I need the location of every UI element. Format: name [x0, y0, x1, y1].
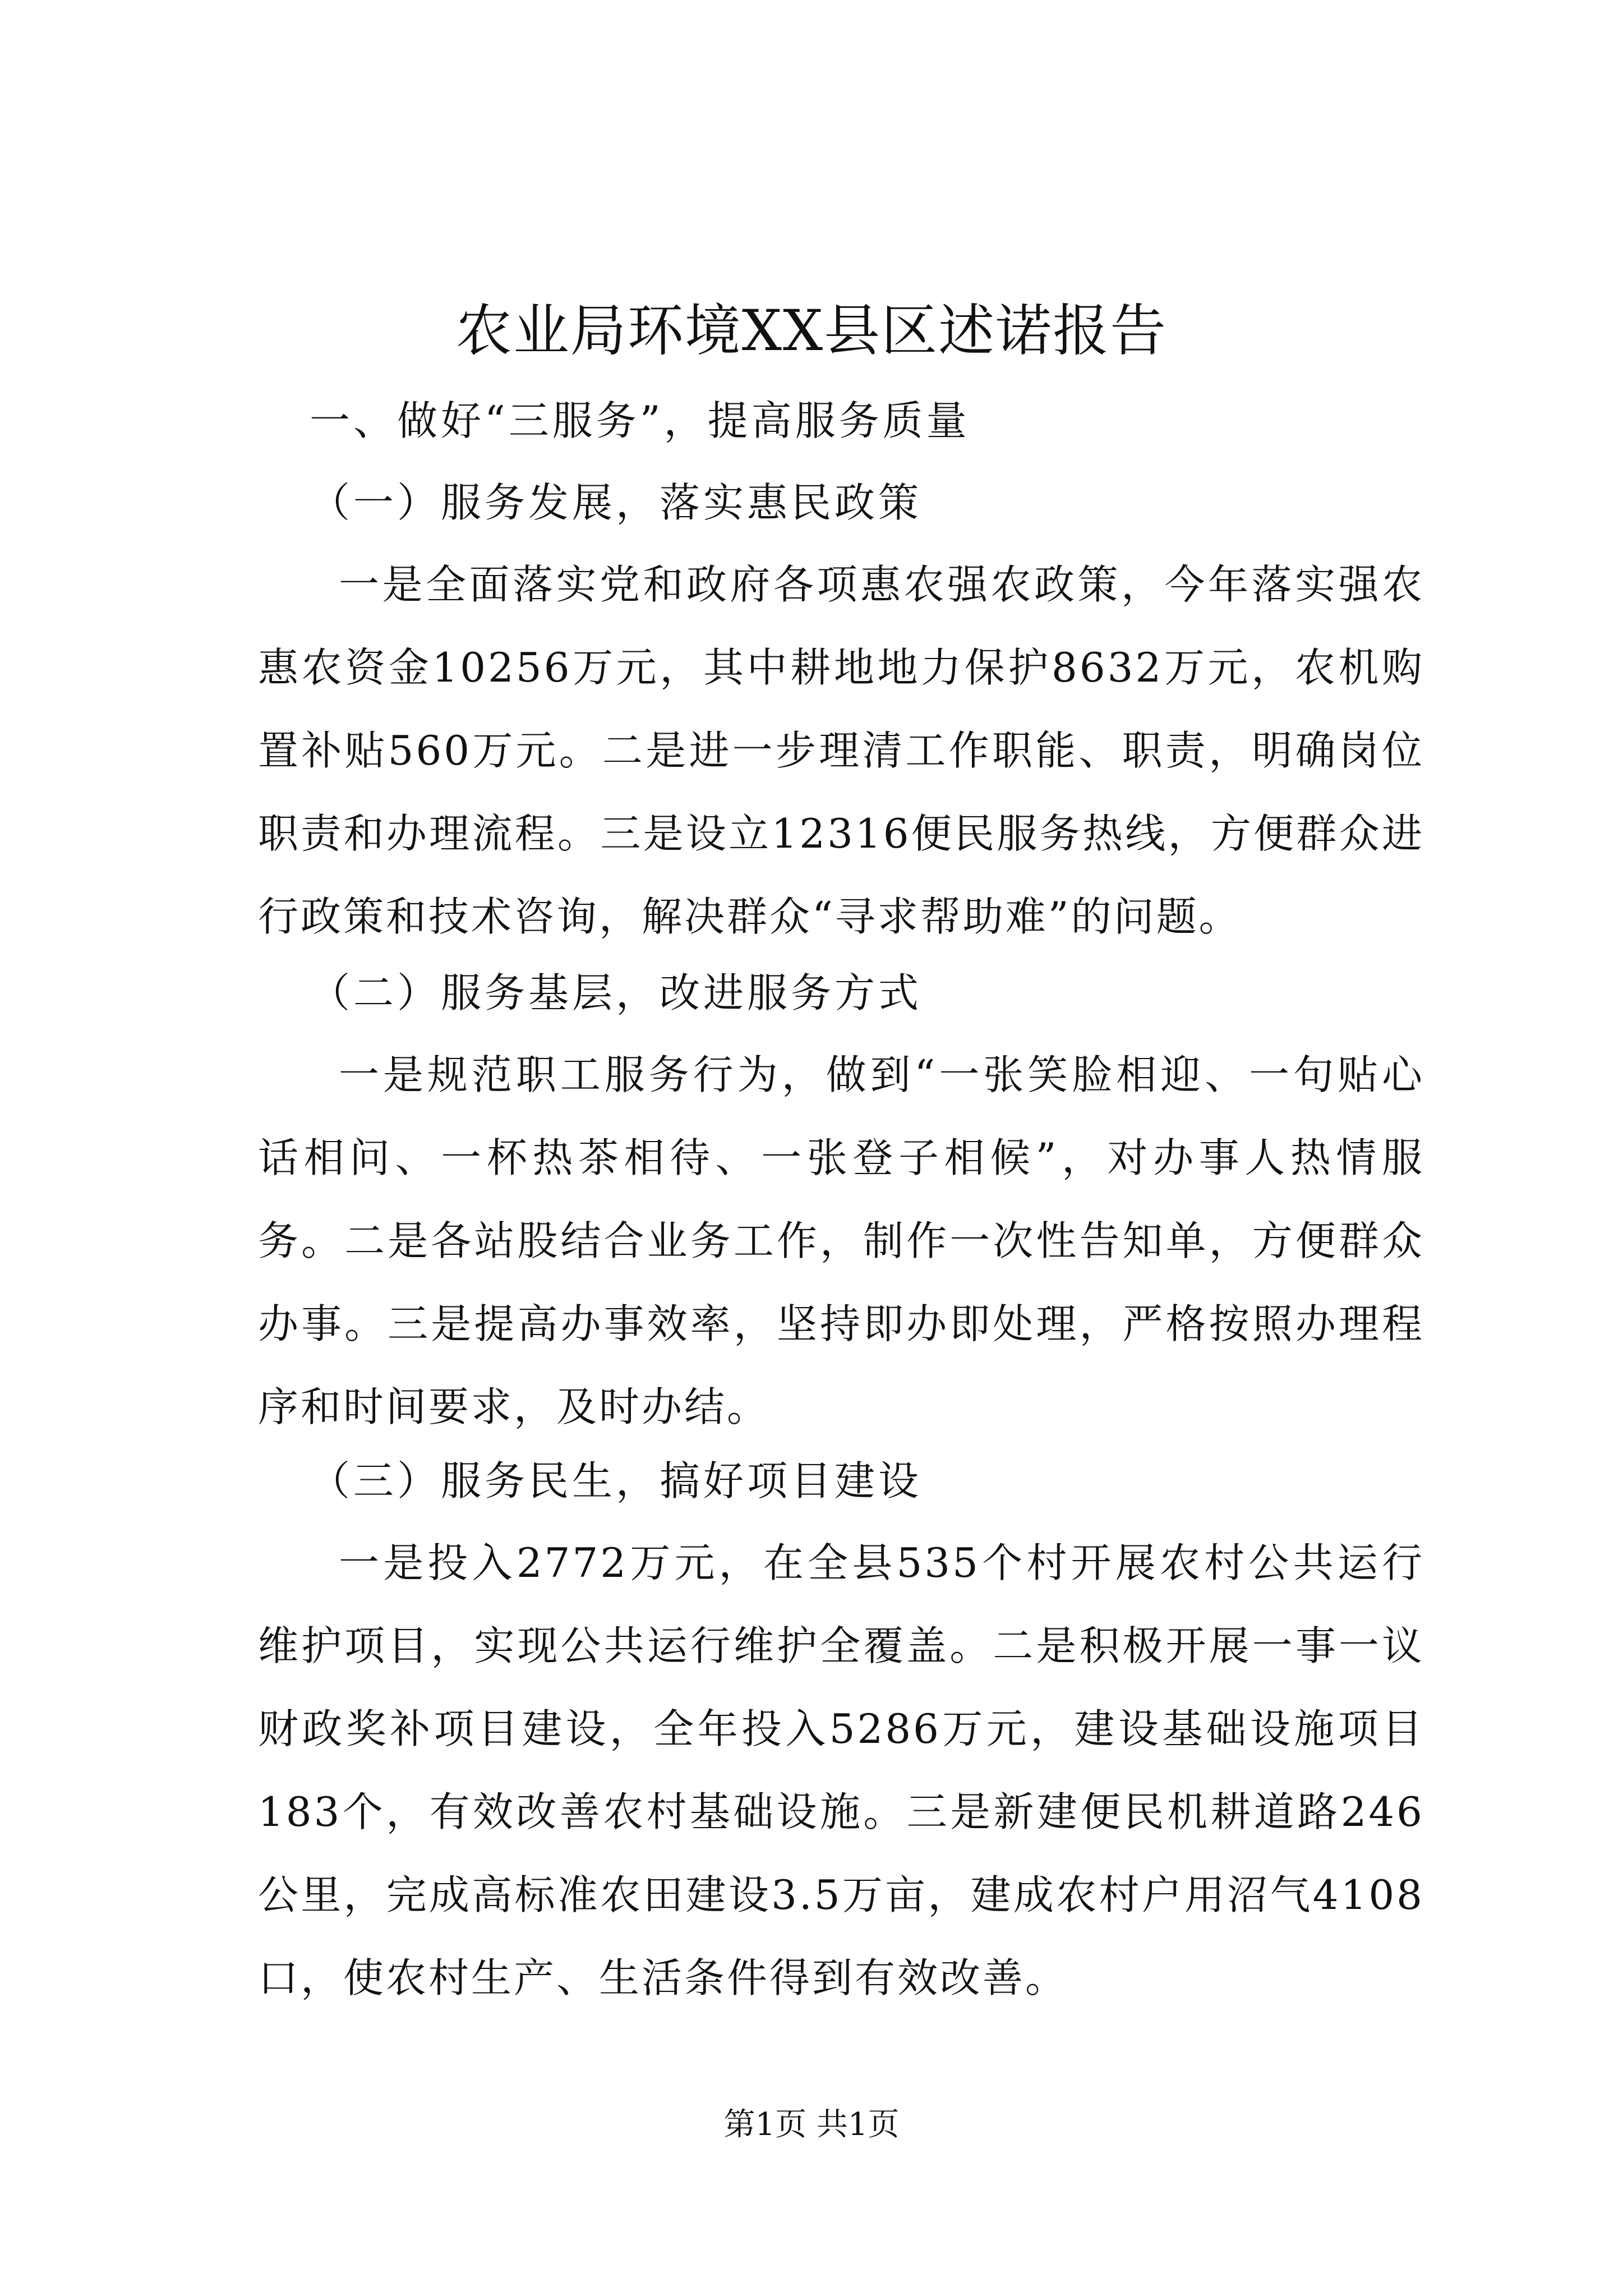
section-heading: 一、做好“三服务”，提高服务质量: [310, 397, 970, 444]
page-footer: 第1页 共1页: [723, 2106, 900, 2143]
subsection-heading: （一）服务发展，落实惠民政策: [310, 479, 923, 526]
paragraph-text: 一是规范职工服务行为，做到“一张笑脸相迎、一句贴心话相问、一杯热茶相待、一张登子相候”，对办事人热情服务。二是各站股结合业务工作，制作一次性告知单，方便群众办事。三是提高办事效率，坚持即办即处理，严格按照办理程序和时间要求，及时办结。: [258, 1051, 1424, 1430]
paragraph-text: 一是全面落实党和政府各项惠农强农政策，今年落实强农惠农资金10256万元，其中耕地地力保护8632万元，农机购置补贴560万元。二是进一步理清工作职能、职责，明确岗位职责和办理流程。三是设立12316便民服务热线，方便群众进行政策和技术咨询，解决群众“寻求帮助难”的问题。: [258, 561, 1424, 940]
document-title: 农业局环境XX县区述诺报告: [455, 298, 1168, 364]
subsection-heading: （二）服务基层，改进服务方式: [310, 969, 923, 1016]
subsection-heading: （三）服务民生，搞好项目建设: [310, 1457, 923, 1504]
paragraph-text: 一是投入2772万元，在全县535个村开展农村公共运行维护项目，实现公共运行维护全覆盖。二是积极开展一事一议财政奖补项目建设，全年投入5286万元，建设基础设施项目183个，有效改善农村基础设施。三是新建便民机耕道路246公里，完成高标准农田建设3.5万亩，建成农村户用沼气4108口，使农村生产、生活条件得到有效改善。: [258, 1539, 1424, 2001]
body-paragraph: [258, 1033, 1424, 1448]
body-paragraph: [258, 543, 1424, 958]
body-paragraph: [258, 1521, 1424, 2019]
